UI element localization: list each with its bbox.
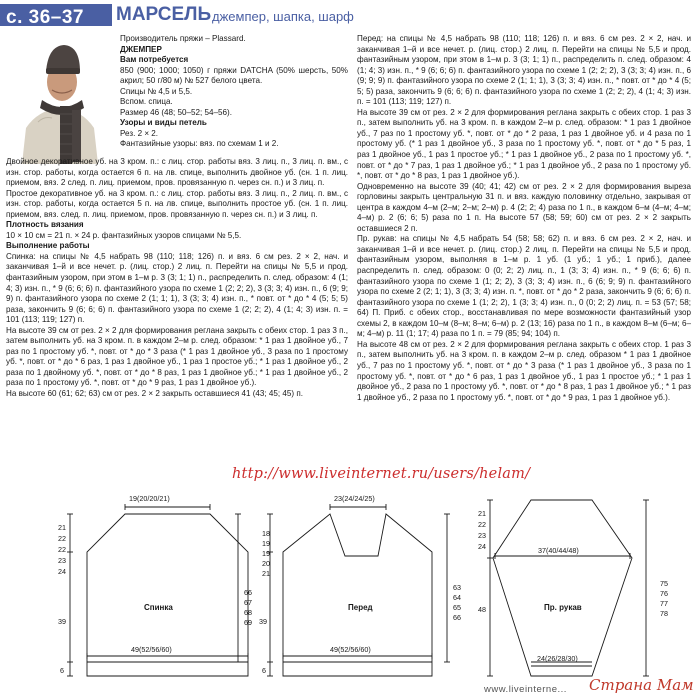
- back-left-dim-1: 22: [58, 534, 66, 543]
- materials-paragraph: Производитель пряжи – Plassard.: [120, 34, 246, 43]
- materials-paragraph: Размер 46 (48; 50–52; 54–56).: [120, 107, 232, 117]
- pattern-diagrams: [0, 486, 696, 699]
- materials-paragraph: Вам потребуется: [120, 55, 189, 65]
- materials-paragraph: Спицы № 4,5 и 5,5.: [120, 86, 193, 96]
- back-label: Спинка: [144, 603, 173, 612]
- front-right-dim-2: 65: [453, 603, 461, 612]
- back-left-dim-0: 21: [58, 523, 66, 532]
- front-left-dim-1: 19: [262, 539, 270, 548]
- left-paragraph: Двойное декоративное уб. на 3 кром. п.: с лиц. стор. работы вяз. 3 лиц. п., 3 лиц. п. вм., с изн. стор. работы, когда остается 6 п. на лв. спице, выполнить двойное уб. (сн. 1 п. лиц. приемом, вяз. 2 след. п. лиц. приемом, пров. провязанную п. через сн. п.) и 3 лиц. п.: [6, 157, 348, 188]
- sleeve-bottom-width: 24(26/28/30): [537, 654, 578, 663]
- front-bottom-width: 49(52/56/60): [330, 645, 371, 654]
- front-label: Перед: [348, 603, 373, 612]
- right-paragraph: На высоте 48 см от рез. 2 × 2 для формирования реглана закрыть с обеих стор. 1 раз 3 п., затем выполнить уб. на 3 кром. п. в каждом 2–м р. след. образом * 1 раз 1 двойное уб., 7 раз по 1 простому уб. *, повт. от * до * 3 раза (* 1 раз 1 двойное уб., 3 раза по 1 простому уб. *, повт. от * до * 6 раз, 1 раз 1 двойное уб., 1 раз 1 простое уб.; * 1 раз 1 двойное уб., 2 раза по 1 простому уб. *, повт. от * до * 8 раз, 1 раз 1 двойное уб.; * 1 раз 1 двойное уб., 2 раза по 1 простому уб. *, повт. от * до * 9 раз, 1 раз 1 двойное уб.).: [357, 339, 691, 402]
- sleeve-right-dim-1: 76: [660, 589, 668, 598]
- sleeve-left-dim-1: 22: [478, 520, 486, 529]
- back-right-dim-0: 66: [244, 588, 252, 597]
- footer-url: www.liveinterne...: [484, 684, 567, 695]
- pattern-title: МАРСЕЛЬ: [116, 4, 212, 25]
- left-paragraph: 10 × 10 см = 21 п. × 24 р. фантазийных узоров спицами № 5,5.: [6, 230, 242, 240]
- sleeve-right-dim-0: 75: [660, 579, 668, 588]
- front-right-dim-0: 63: [453, 583, 461, 592]
- left-paragraph: Выполнение работы: [6, 241, 90, 251]
- front-left-dim-4: 21: [262, 569, 270, 578]
- model-photo: [8, 32, 112, 164]
- right-paragraph: Перед: на спицы № 4,5 набрать 98 (110; 118; 126) п. и вяз. 6 см рез. 2 × 2, нач. и заканчивая 1–й и все нечет. р. (лиц. стор.) 2 лиц. п. Перейти на спицы № 5,5 и прод. фантазийным узором, при этом в 1–м р. 3 (3; 1; 1) п., распределить п. след. образом: 4 (1; 4; 3) изн. п., * 9 (6; 6; 6) п. фантазийного узора по схеме 1 (2; 2; 2), 3 (3; 3; 4) изн. п., 6 (9; 9; 9) п. фантазийного узора по схеме 2 (1; 1; 1), 3 (3; 3; 4) изн. п., * повт. от * до * 4 (5; 5; 5) раза, закончить 9 (6; 6; 6) п. фантазийного узора по схеме 1 (2; 2; 2), 4 (1; 4; 3) изн. п. = 101 (113; 119; 127) п.: [357, 34, 691, 107]
- pattern-subtitle: джемпер, шапка, шарф: [212, 9, 354, 24]
- watermark-url: http://www.liveinternet.ru/users/helam/: [232, 466, 531, 482]
- back-left-rib: 6: [60, 666, 64, 675]
- materials-paragraph: Рез. 2 × 2.: [120, 128, 159, 138]
- materials-paragraph: ДЖЕМПЕР: [120, 44, 162, 54]
- left-paragraph: Спинка: на спицы № 4,5 набрать 98 (110; 118; 126) п. и вяз. 6 см рез. 2 × 2, нач. и заканчивая 1–й и все нечет. р. (лиц. стор.) 2 лиц. п. Перейти на спицы № 5,5 и прод. фантазийным узором, при этом в 1–м р. 3 (3; 1; 1) п., распределить п. след. образом: 4 (1; 4; 3) изн. п., * 9 (6; 6; 6) п. фантазийного узора по схеме 1 (2; 2; 2), 3 (3; 3; 4) изн. п., 6 (9; 9; 9) п. фантазийного узора по схеме 2 (1; 1; 1), 3 (3; 3; 4) изн. п., * повт. от * до * 4 (5; 5; 5) раза, закончить 9 (6; 6; 6) п. фантазийного узора по схеме 1 (2; 2; 2), 4 (1; 4; 3) изн. п. = 101 (113; 119; 127) п.: [6, 251, 348, 325]
- back-left-dim-3: 23: [58, 556, 66, 565]
- footer-logo: Страна Мам: [589, 676, 694, 694]
- back-left-dim-2: 22: [58, 545, 66, 554]
- back-right-dim-1: 67: [244, 598, 252, 607]
- sleeve-upper-width: 37(40/44/48): [538, 546, 579, 555]
- right-paragraph: На высоте 39 см от рез. 2 × 2 для формирования реглана закрыть с обеих стор. 1 раз 3 п., затем выполнить уб. на 3 кром. п. в каждом 2–м р. след. образом: * 1 раз 1 двойное уб., 7 раз по 1 простому уб. *, повт. от * до * 2 раза, 1 раз 1 двойное уб. и 4 раза по 1 простому уб. (* 1 раз 1 двойное уб., 3 раза по 1 простому уб. *, повт. от * до * 5 раз, 1 раз 1 двойное уб., 1 раз 1 простое уб.; * 1 раз 1 двойное уб., 2 раза по 1 простому уб. *, повт. от * до * 7 раз, 1 раз 1 двойное уб.; * 1 раз 1 двойное уб., 2 раза по 1 простому уб. *, повт. от * до * 8 раз, 1 раз 1 двойное уб.).: [357, 107, 691, 181]
- sleeve-right-dim-2: 77: [660, 599, 668, 608]
- front-right-dim-1: 64: [453, 593, 461, 602]
- sleeve-left-main: 48: [478, 605, 486, 614]
- materials-paragraph: 850 (900; 1000; 1050) г пряжи DATCHA (50% шерсть, 50% акрил; 50 г/80 м) № 527 белого цвета.: [120, 65, 348, 86]
- front-left-main: 39: [259, 617, 267, 626]
- front-left-dim-0: 18: [262, 529, 270, 538]
- materials-paragraph: Фантазийные узоры: вяз. по схемам 1 и 2.: [120, 139, 279, 149]
- front-left-dim-2: 19: [262, 549, 270, 558]
- back-top-width: 19(20/20/21): [129, 494, 170, 503]
- page-number-badge: [0, 4, 112, 26]
- left-instructions: [6, 157, 348, 400]
- sleeve-left-dim-2: 23: [478, 531, 486, 540]
- right-instructions: [357, 34, 691, 403]
- sleeve-outline: [493, 500, 632, 676]
- sleeve-left-dim-0: 21: [478, 509, 486, 518]
- back-bottom-width: 49(52/56/60): [131, 645, 172, 654]
- back-right-dim-3: 69: [244, 618, 252, 627]
- front-left-rib: 6: [262, 666, 266, 675]
- materials-paragraph: Вспом. спица.: [120, 97, 173, 107]
- materials-paragraph: Узоры и виды петель: [120, 118, 207, 128]
- back-left-main: 39: [58, 617, 66, 626]
- sleeve-left-dim-3: 24: [478, 542, 486, 551]
- front-left-dim-3: 20: [262, 559, 270, 568]
- materials-section: [120, 34, 348, 150]
- page-numbers: с. 36–37: [6, 7, 84, 28]
- right-paragraph: Пр. рукав: на спицы № 4,5 набрать 54 (58; 58; 62) п. и вяз. 6 см рез. 2 × 2, нач. и заканчивая 1–й и все нечет. р. (лиц. стор.) 2 лиц. п. Перейти на спицы № 5,5 и прод. фантазийным узором, выполняя в 1–м р. 1 уб. (1 уб.; 1 уб.; 1 приб.), далее распределить п. след. образом: 0 (0; 2; 2) лиц. п., 1 (3; 3; 4) изн. п., * 9 (6; 6; 6) п. фантазийного узора по схеме 1 (1; 2; 2), 3 (3; 3; 4) изн. п., 6 (6; 9; 9) п. фантазийного узора по схеме 2 (2; 1; 1), 3 (3; 3; 4) изн. п. *, повт. от * до * 2 раза, закончить 9 (6; 6; 6) п. фантазийного узора по схеме 1 (1; 2; 2), 1 (3; 3; 4) изн. п., 0 (0; 2; 2) лиц. п. = 53 (57; 58; 64) П. Приб. с обеих стор., восстанавливая по мере возможности фантазийный узор схемы 2, в каждом 10–м (8–м; 8–м; 6–м) р. 2 (13; 16) раза по 1 п., в каждом 8–м (6–м; 6–м; 4–м) р. 11 (1; 17; 4) раза по 1 п. = 79 (85; 94; 104) п.: [357, 234, 691, 339]
- back-right-dim-2: 68: [244, 608, 252, 617]
- left-paragraph: Простое декоративное уб. на 3 кром. п.: с лиц. стор. работы вяз. 3 лиц. п., 2 лиц. п. вм., с изн. стор. работы, когда остается 5 п. на лв. спице, выполнить простое уб. (сн. 1 п. лиц. приемом, вяз. след. п. лиц. приемом, пров. провязанную п. через сн. п.) и 3 лиц. п.: [6, 188, 348, 219]
- back-left-dim-4: 24: [58, 567, 66, 576]
- left-paragraph: На высоте 39 см от рез. 2 × 2 для формирования реглана закрыть с обеих стор. 1 раз 3 п., затем выполнить уб. на 3 кром. п. в каждом 2–м р. след. образом: * 1 раз 1 двойное уб., 7 раз по 1 простому уб. *, повт. от * до * 3 раза (* 1 раз 1 двойное уб., 3 раза по 1 простому уб. *, повт. от * до * 6 раз, 1 раз 1 двойное уб., 1 раз 1 простое уб.; * 1 раз 1 двойное уб., 2 раза по 1 двойному уб. *, повт. от * до * 8 раз, 1 раз 1 двойное уб.; * 1 раз 1 двойное уб., 2 раза по 1 простому уб. *, повт. от * до * 9 раз, 1 раз 1 двойное уб.).: [6, 325, 348, 388]
- front-right-dim-3: 66: [453, 613, 461, 622]
- right-paragraph: Одновременно на высоте 39 (40; 41; 42) см от рез. 2 × 2 для формирования выреза горловины закрыть центральную 31 п. и вяз. каждую половинку отдельно, закрывая от центра в каждом 4–м (2–м; 2–м; 2–м) р. 4 (2; 2; 4) раза по 1 п., в каждом 6–м (4–м; 4–м; 4–м) р. 2 (6; 6; 5) раза по 1 п. На высоте 57 (58; 59; 60) см от рез. 2 × 2 закрыть оставшиеся 2 п.: [357, 181, 691, 233]
- page-header: [0, 0, 696, 26]
- sleeve-right-dim-3: 78: [660, 609, 668, 618]
- left-paragraph: Плотность вязания: [6, 220, 84, 230]
- left-paragraph: На высоте 60 (61; 62; 63) см от рез. 2 × 2 закрыть оставшиеся 41 (43; 45; 45) п.: [6, 389, 304, 399]
- front-top-width: 23(24/24/25): [334, 494, 375, 503]
- sleeve-label: Пр. рукав: [544, 603, 582, 612]
